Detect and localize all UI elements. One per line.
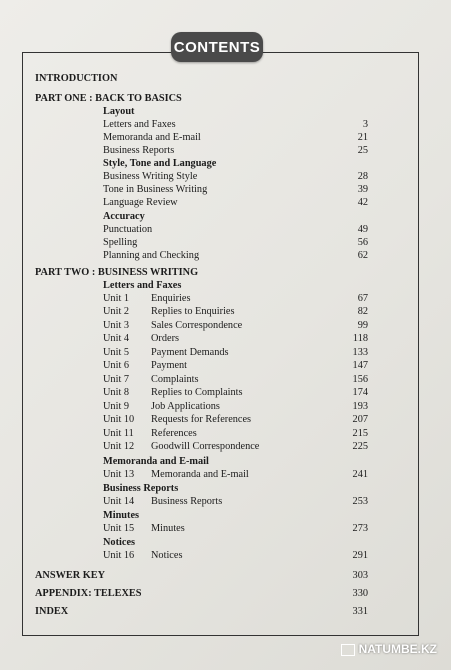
toc-unit-row: Unit 4 Orders 118 (103, 333, 368, 344)
toc-unit-row: Unit 7 Complaints 156 (103, 374, 368, 385)
toc-section-reports: Business Reports (103, 483, 179, 494)
toc-entry: Business Writing Style 28 (103, 171, 368, 182)
toc-index: INDEX 331 (35, 606, 368, 617)
toc-unit-row: Unit 14 Business Reports 253 (103, 496, 368, 507)
site-watermark: NATUMBE.KZ (341, 642, 437, 656)
toc-introduction: INTRODUCTION (35, 73, 118, 84)
toc-unit-row: Unit 15 Minutes 273 (103, 523, 368, 534)
toc-entry: Memoranda and E-mail 21 (103, 132, 368, 143)
toc-entry: Language Review 42 (103, 197, 368, 208)
toc-answer-key: ANSWER KEY 303 (35, 570, 368, 581)
toc-unit-row: Unit 13 Memoranda and E-mail 241 (103, 469, 368, 480)
toc-entry: Planning and Checking 62 (103, 250, 368, 261)
toc-unit-row: Unit 11 References 215 (103, 428, 368, 439)
toc-entry: Business Reports 25 (103, 145, 368, 156)
toc-part-two: PART TWO : BUSINESS WRITING (35, 267, 199, 278)
toc-unit-row: Unit 9 Job Applications 193 (103, 401, 368, 412)
toc-unit-row: Unit 10 Requests for References 207 (103, 414, 368, 425)
toc-part-one: PART ONE : BACK TO BASICS (35, 93, 182, 104)
toc-section-notices: Notices (103, 537, 136, 548)
toc-unit-row: Unit 1 Enquiries 67 (103, 293, 368, 304)
toc-section-layout: Layout (103, 106, 135, 117)
toc-section-accuracy: Accuracy (103, 211, 145, 222)
toc-entry: Spelling 56 (103, 237, 368, 248)
contents-title: CONTENTS (171, 32, 263, 62)
toc-unit-row: Unit 3 Sales Correspondence 99 (103, 320, 368, 331)
toc-unit-row: Unit 8 Replies to Complaints 174 (103, 387, 368, 398)
toc-entry: Punctuation 49 (103, 224, 368, 235)
toc-section-letters: Letters and Faxes (103, 280, 182, 291)
toc-unit-row: Unit 5 Payment Demands 133 (103, 347, 368, 358)
toc-unit-row: Unit 2 Replies to Enquiries 82 (103, 306, 368, 317)
toc-section-minutes: Minutes (103, 510, 140, 521)
toc-entry: Tone in Business Writing 39 (103, 184, 368, 195)
toc-unit-row: Unit 16 Notices 291 (103, 550, 368, 561)
toc-appendix: APPENDIX: TELEXES 330 (35, 588, 368, 599)
toc-unit-row: Unit 6 Payment 147 (103, 360, 368, 371)
toc-section-memoranda: Memoranda and E-mail (103, 456, 209, 467)
watermark-logo-icon (341, 644, 355, 656)
toc-entry: Letters and Faxes 3 (103, 119, 368, 130)
toc-section-style: Style, Tone and Language (103, 158, 217, 169)
toc-unit-row: Unit 12 Goodwill Correspondence 225 (103, 441, 368, 452)
